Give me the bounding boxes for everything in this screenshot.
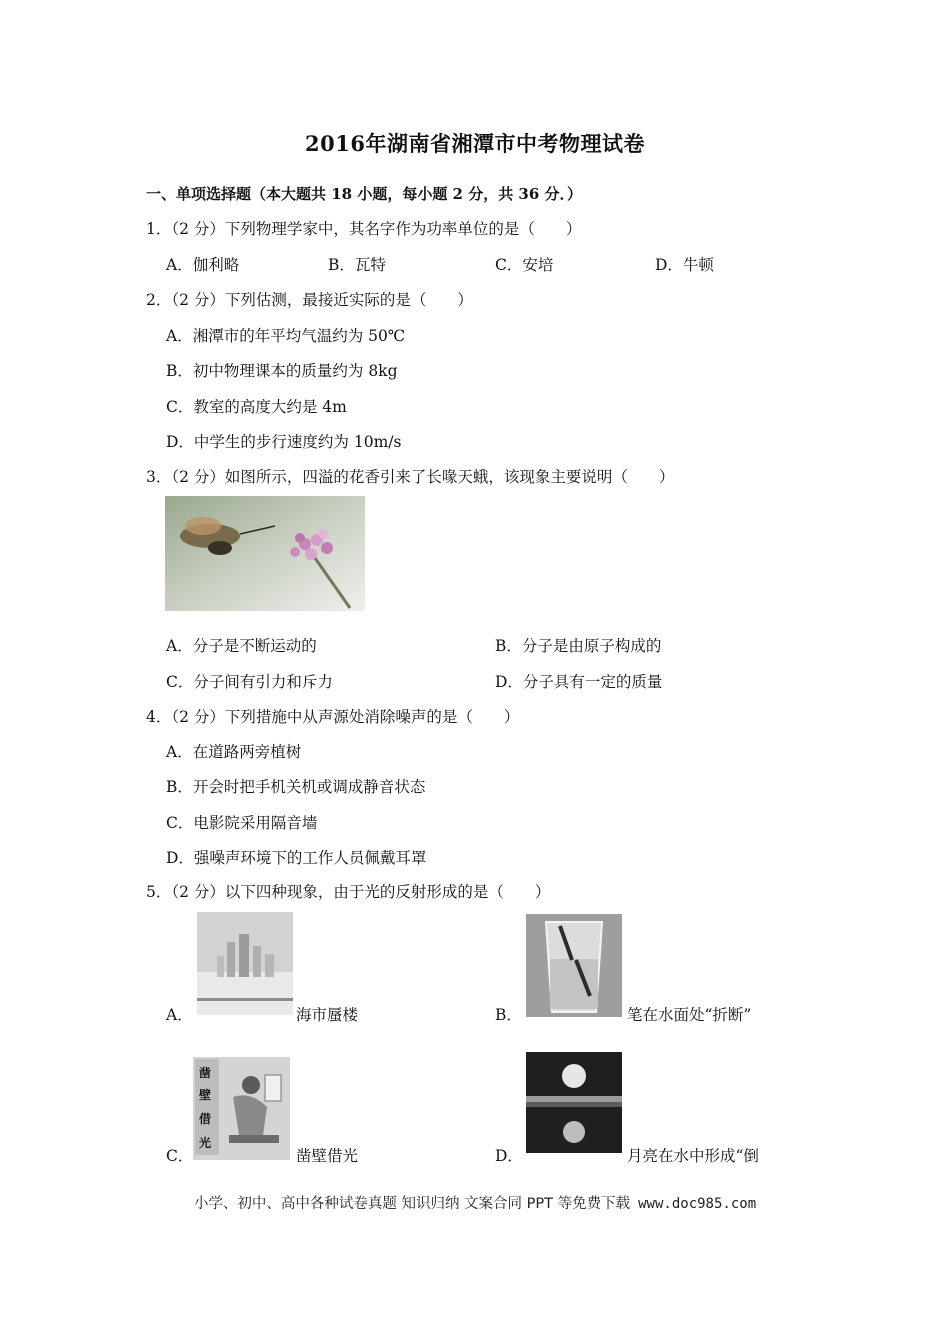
question-4-option-b: B．开会时把手机关机或调成静音状态 [166,778,426,796]
question-1-option-d: D．牛顿 [655,256,714,274]
footer-url[interactable]: www.doc985.com [638,1196,757,1212]
question-2-option-c: C．教室的高度大约是 4m [166,398,347,416]
pen-in-glass-photo [526,914,622,1017]
picture-char-1: 凿 [199,1066,212,1080]
picture-char-4: 光 [199,1136,212,1150]
question-5-option-a-caption: 海市蜃楼 [296,1006,359,1024]
question-4-option-d: D．强噪声环境下的工作人员佩戴耳罩 [166,849,427,867]
question-3-option-b: B．分子是由原子构成的 [495,637,662,655]
question-3-stem: 3．（2 分）如图所示，四溢的花香引来了长喙天蛾，该现象主要说明（ ） [146,468,675,486]
question-4-stem: 4．（2 分）下列措施中从声源处消除噪声的是（ ） [146,708,520,726]
hawkmoth-flower-photo [165,496,365,611]
question-5-option-a-letter: A． [166,1006,193,1024]
question-2-option-d: D．中学生的步行速度约为 10m/s [166,433,402,451]
question-4-option-a: A．在道路两旁植树 [166,743,302,761]
question-1-option-b: B．瓦特 [328,256,386,274]
question-1-option-a: A．伽利略 [166,256,240,274]
question-5-option-c-letter: C． [166,1147,194,1165]
question-5-option-b-caption: 笔在水面处“折断” [627,1006,752,1024]
mirage-photo [197,912,293,1015]
question-3-option-a: A．分子是不断运动的 [166,637,317,655]
question-5-option-c-caption: 凿壁借光 [296,1147,359,1165]
page-title: 2016年湖南省湘潭市中考物理试卷 [305,131,645,156]
question-3-option-d: D．分子具有一定的质量 [495,673,663,691]
picture-char-3: 借 [199,1112,212,1126]
question-2-option-b: B．初中物理课本的质量约为 8kg [166,362,398,380]
question-2-stem: 2．（2 分）下列估测，最接近实际的是（ ） [146,291,473,309]
question-5-option-d-letter: D． [495,1147,523,1165]
question-5-option-b-letter: B． [495,1006,522,1024]
picture-char-2: 壁 [199,1088,212,1102]
question-1-stem: 1．（2 分）下列物理学家中，其名字作为功率单位的是（ ） [146,220,582,238]
question-5-stem: 5．（2 分）以下四种现象，由于光的反射形成的是（ ） [146,883,551,901]
page-footer [0,1192,950,1213]
question-4-option-c: C．电影院采用隔音墙 [166,814,318,832]
question-2-option-a: A．湘潭市的年平均气温约为 50℃ [166,327,406,345]
section-heading: 一、单项选择题（本大题共 18 小题，每小题 2 分，共 36 分．） [146,185,583,203]
footer-text: 小学、初中、高中各种试卷真题 知识归纳 文案合同 PPT 等免费下载 [193,1196,631,1212]
question-5-option-d-caption: 月亮在水中形成“倒 [627,1147,759,1165]
chiseling-wall-picture [193,1057,290,1160]
moon-reflection-photo [526,1052,622,1153]
question-3-option-c: C．分子间有引力和斥力 [166,673,333,691]
question-1-option-c: C．安培 [495,256,554,274]
